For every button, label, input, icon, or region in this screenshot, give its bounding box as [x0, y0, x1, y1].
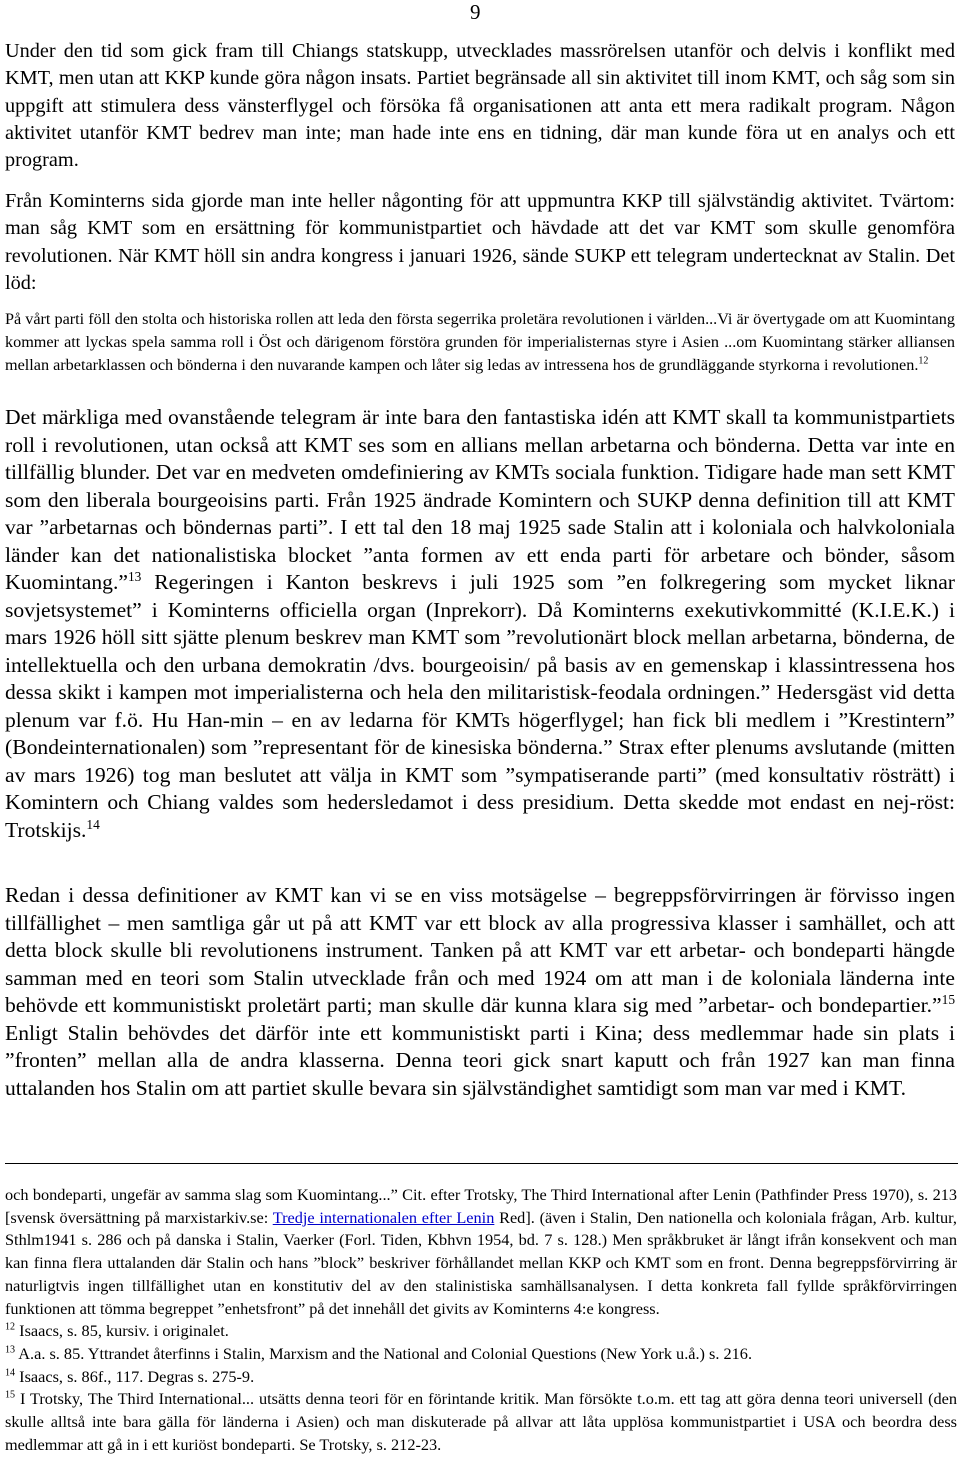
paragraph-5 — [5, 882, 955, 1102]
footnote-15-text: I Trotsky, The Third International... utsätts denna teori för en förintande kritik. Man försökte t.o.m. ett tag att göra denna teori universell (den skulle alltså inte bara gälla för länderna i Asien) och man diskuterade på allvar att låta upplösa kommunistpartiet i USA och beordra dess medlemmar att gå in i ett kuriöst bondeparti. Se Trotsky, s. 212-23. — [5, 1389, 957, 1454]
paragraph-2-text: Från Kominterns sida gjorde man inte heller någonting för att uppmuntra KKP till självständig aktivitet. Tvärtom: man såg KMT som en ersättning för kommunistpartiet och hävdade att det var KMT som skulle genomföra revolutionen. När KMT höll sin andra kongress i januari 1926, sände SUKP ett telegram undertecknat av Stalin. Det löd: — [5, 190, 955, 294]
footnote-divider — [5, 1163, 958, 1164]
footnote-continued-text-b: Red]. (även i Stalin, Den nationella och koloniala frågan, Arb. kultur, Sthlm1941 s. 286 och på danska i Stalin, Vaerker (Forl. Tiden, Kbhvn 1954, bd. 7 s. 128.) Men språkbruket är långt ifrån konsekvent och man kan finna flera uttalanden där Stalin och hans ”block” beskriver förhållandet mellan KKP och KMT som en front. Denna begreppsförvirring är naturligtvis ingen tillfällighet utan en konstitutiv del av den stalinistiska samhällsanalysen. I detta konkreta fall fyllde språkförvirringen funktionen att tömma begreppet ”enhetsfront” på det innehåll det givits av Kominterns 4:e kongress. — [5, 1207, 957, 1318]
footnote-14-number: 14 — [5, 1367, 16, 1379]
paragraph-1 — [5, 38, 955, 174]
footnote-14 — [5, 1366, 957, 1389]
block-quote — [5, 308, 955, 377]
paragraph-5-part-a: Redan i dessa definitioner av KMT kan vi se en viss motsägelse – begreppsförvirringen är förvisso ingen tillfällighet – men samtliga går ut på att KMT var ett block av alla progressiva klasser i samhället, och att detta block skulle bli revolutionens instrument. Tanken på att KMT var ett arbetar- och bondeparti hängde samman med en teori som Stalin utvecklade från och med 1924 om att man i de koloniala länderna inte behövde ett kommunistiskt proletärt parti; man skulle där kunna klara sig med ”arbetar- och bondepartier.” — [5, 883, 955, 1017]
footnote-13-number: 13 — [5, 1344, 16, 1356]
footnote-continued — [5, 1184, 957, 1320]
quote-text: På vårt parti föll den stolta och historiska rollen att leda den första segerrika proletära revolutionen i världen...Vi är övertygade om att Kuomintang kommer att lyckas spela samma roll i Öst och därigenom förstöra grunden för imperialisternas styre i Asien ...om Kuomintang stärker alliansen mellan arbetarklassen och bönderna i den nuvarande kampen och låter sig ledas av intressena hos de grundläggande styrkorna i revolutionen. — [5, 310, 955, 374]
paragraph-4 — [5, 404, 955, 844]
footnote-13 — [5, 1343, 957, 1366]
tredje-internationalen-link[interactable]: Tredje internationalen efter Lenin — [272, 1207, 495, 1227]
footnote-continued-text-a: och bondeparti, ungefär av samma slag som Kuomintang...” Cit. efter Trotsky, The Third International after Lenin (Pathfinder Press 1970), s. 213 [svensk översättning på marxistarkiv.se: — [5, 1185, 957, 1227]
footnote-15-number: 15 — [5, 1389, 16, 1401]
footnote-12 — [5, 1320, 957, 1343]
page-number: 9 — [470, 0, 481, 24]
footnote-15 — [5, 1388, 957, 1456]
paragraph-4-part-a: Det märkliga med ovanstående telegram är inte bara den fantastiska idén att KMT skall ta kommunistpartiets roll i revolutionen, utan också att KMT ses som en allians mellan arbetarna och bönderna. Detta var inte en tillfällig blunder. Det var en medveten omdefiniering av KMTs sociala funktion. Tidigare hade man sett KMT som den liberala bourgeoisins parti. Från 1925 ändrade Komintern och SUKP denna definition till att KMT var ”arbetarnas och böndernas parti”. I ett tal den 18 maj 1925 sade Stalin att i koloniala och halvkoloniala länder kan det nationalistiska blocket ”anta formen av ett enda parti för arbetare och bönder, såsom Kuomintang.” — [5, 405, 955, 594]
footnote-ref-15[interactable]: 15 — [941, 991, 955, 1007]
footnote-12-text: Isaacs, s. 85, kursiv. i originalet. — [15, 1321, 229, 1341]
paragraph-2 — [5, 188, 955, 297]
footnotes — [5, 1184, 957, 1456]
footnote-ref-14[interactable]: 14 — [86, 816, 100, 832]
paragraph-4-part-b: Regeringen i Kanton beskrevs i juli 1925 som ”en folkregering som mycket liknar sovjetsystemet” i Kominterns officiella organ (Inprekorr). Då Kominterns exekutivkommitté (K.I.E.K.) i mars 1926 höll sitt sjätte plenum beskrev man KMT som ”revolutionärt block mellan arbetarna, bönderna, de intellektuella och den urbana demokratin /dvs. bourgeoisin/ på basis av en gemenskap i klassintressena hos dessa skikt i kampen mot imperialisterna och hela den militaristisk-feodala ordningen.” Hedersgäst vid detta plenum var f.ö. Hu Han-min – en av ledarna för KMTs högerflygel; han fick bli medlem i ”Krestintern” (Bondeinternationalen) som ”representant för de kinesiska bönderna.” Strax efter plenums avslutande (mitten av mars 1926) tog man beslutet att välja in KMT som ”sympatiserande parti” (med konsultativ rösträtt) i Komintern och Chiang valdes som hedersledamot i dess presidium. Detta skedde mot endast en nej-röst: Trotskijs. — [5, 570, 955, 842]
footnote-14-text: Isaacs, s. 86f., 117. Degras s. 275-9. — [15, 1366, 255, 1386]
paragraph-1-text: Under den tid som gick fram till Chiangs statskupp, utvecklades massrörelsen utanför och delvis i konflikt med KMT, men utan att KKP kunde göra någon insats. Partiet begränsade all sin aktivitet till inom KMT, och såg som sin uppgift att stimulera dess vänsterflygel och försöka få organisationen att anta ett mera radikalt program. Någon aktivitet utanför KMT bedrev man inte; man hade inte ens en tidning, där man kunde föra ut en analys och ett program. — [5, 40, 955, 172]
footnote-ref-13[interactable]: 13 — [127, 568, 142, 584]
footnote-ref-12[interactable]: 12 — [918, 355, 929, 367]
footnote-13-text: A.a. s. 85. Yttrandet återfinns i Stalin, Marxism and the National and Colonial Questions (New York u.å.) s. 216. — [15, 1343, 753, 1363]
footnote-12-number: 12 — [5, 1321, 16, 1333]
paragraph-5-part-b: Enligt Stalin behövdes det därför inte ett kommunistiskt parti i Kina; dess medlemmar hade sin plats i ”fronten” mellan alla de andra klasserna. Denna teori gick snart kaputt och från 1927 kan man finna uttalanden hos Stalin om att partiet skulle bevara sin självständighet samtidigt som man var med i KMT. — [5, 1020, 955, 1100]
